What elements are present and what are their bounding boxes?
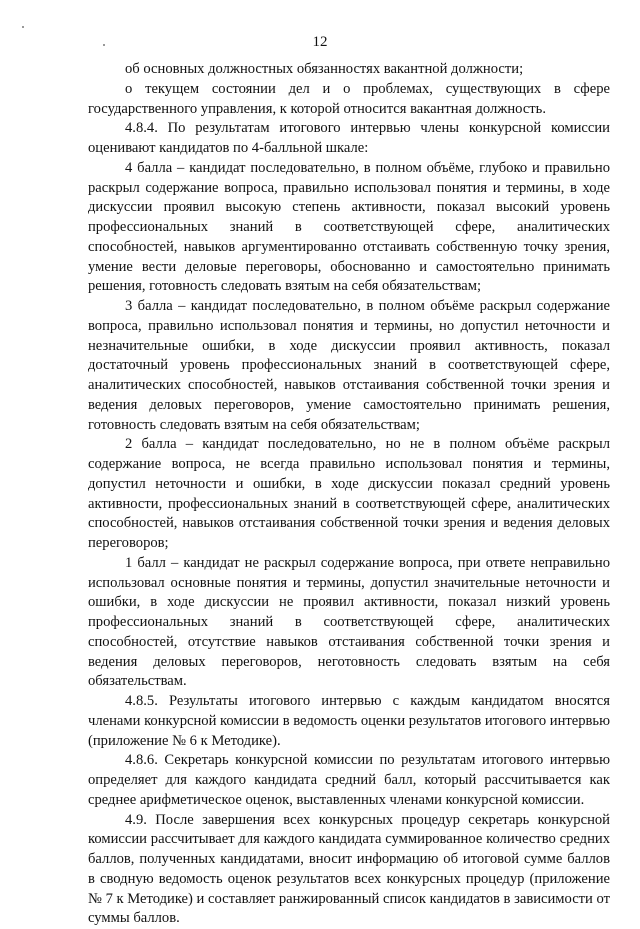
paragraph-4-9: 4.9. После завершения всех конкурсных процедур секретарь конкурсной комиссии рассчитывает для каждого кандидата суммированное количество средних баллов, полученных кандидатами, вносит информацию об итоговой сумме баллов в сводную ведомость оценок результатов всех конкурсных процедур (приложение № 7 к Методике) и составляет ранжированный список кандидатов в зависимости от суммы баллов. [88, 811, 610, 929]
margin-mark [22, 26, 24, 28]
paragraph-4-8-4: 4.8.4. По результатам итогового интервью члены конкурсной комиссии оценивают кандидатов по 4-балльной шкале: [88, 119, 610, 159]
paragraph-score-4: 4 балла – кандидат последовательно, в полном объёме, глубоко и правильно раскрыл содержание вопроса, правильно использовал понятия и термины, в ходе дискуссии проявил высокую степень активности, показал высокий уровень профессиональных знаний в соответствующей сфере, аналитических способностей, навыков аргументированно отстаивать собственную точку зрения, умение вести деловые переговоры, обоснованно и самостоятельно принимать решения, готовность следовать взятым на себя обязательствам; [88, 159, 610, 297]
page-number: 12 [0, 33, 640, 51]
paragraph-4-8-6: 4.8.6. Секретарь конкурсной комиссии по результатам итогового интервью определяет для каждого кандидата средний балл, который рассчитывается как среднее арифметическое оценок, выставленных членами конкурсной комиссии. [88, 751, 610, 810]
paragraph-score-2: 2 балла – кандидат последовательно, но не в полном объёме раскрыл содержание вопроса, не всегда правильно использовал понятия и термины, допустил неточности и ошибки, в ходе дискуссии показал средний уровень активности, профессиональных знаний в соответствующей сфере, аналитических способностей, навыков отстаивания собственной точки зрения и ведения деловых переговоров; [88, 435, 610, 554]
paragraph-current-state: о текущем состоянии дел и о проблемах, существующих в сфере государственного управления, к которой относится вакантная должность. [88, 80, 610, 120]
paragraph-duties: об основных должностных обязанностях вакантной должности; [88, 60, 610, 80]
paragraph-score-1: 1 балл – кандидат не раскрыл содержание вопроса, при ответе неправильно использовал основные понятия и термины, допустил значительные неточности и ошибки, в ходе дискуссии не проявил активности, показал низкий уровень профессиональных знаний в соответствующей сфере, аналитических способностей, отсутствие навыков отстаивания собственной точки зрения и ведения деловых переговоров, неготовность следовать взятым на себя обязательствам. [88, 554, 610, 692]
document-body [88, 60, 610, 929]
paragraph-score-3: 3 балла – кандидат последовательно, в полном объёме раскрыл содержание вопроса, правильно использовал понятия и термины, но допустил неточности и незначительные ошибки, в ходе дискуссии проявил активность, показал достаточный уровень профессиональных знаний в соответствующей сфере, аналитических способностей, навыков отстаивания собственной точки зрения и ведения деловых переговоров, умение самостоятельно принимать решения, готовность следовать взятым на себя обязательствам; [88, 297, 610, 435]
paragraph-4-8-5: 4.8.5. Результаты итогового интервью с каждым кандидатом вносятся членами конкурсной комиссии в ведомость оценки результатов итогового интервью (приложение № 6 к Методике). [88, 692, 610, 751]
